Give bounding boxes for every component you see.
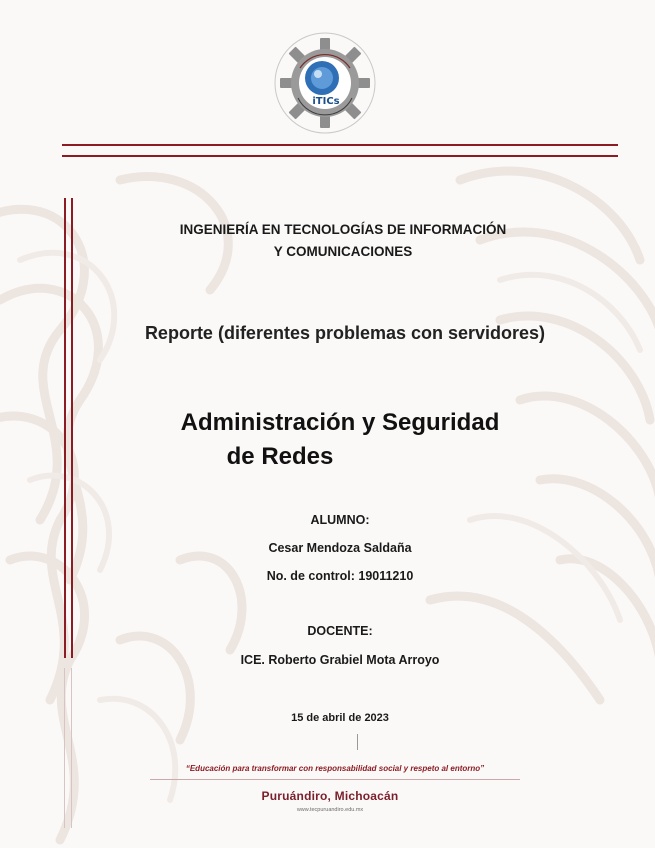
report-date: 15 de abril de 2023 <box>291 712 389 724</box>
left-rule-outer <box>64 198 66 658</box>
left-rule-inner <box>71 198 73 658</box>
teacher-name: ICE. Roberto Grabiel Mota Arroyo <box>240 653 440 667</box>
footer-divider <box>150 779 520 780</box>
header-rule-top <box>62 144 618 146</box>
left-rule-inner-faded <box>71 668 72 828</box>
subject-title-line1: Administración y Seguridad <box>180 409 500 436</box>
student-control-number: No. de control: 19011210 <box>266 569 414 583</box>
student-label: ALUMNO: <box>310 513 370 527</box>
institution-location: Puruándiro, Michoacán <box>261 789 399 803</box>
left-rule-outer-faded <box>64 668 65 828</box>
subject-title <box>130 406 550 474</box>
program-title-line1: INGENIERÍA EN TECNOLOGÍAS DE INFORMACIÓN <box>179 222 507 237</box>
program-title <box>130 219 556 263</box>
student-name: Cesar Mendoza Saldaña <box>268 541 412 555</box>
svg-text:iTICs: iTICs <box>312 96 340 107</box>
institution-url: www.tecpuruandiro.edu.mx <box>296 807 364 813</box>
itics-gear-logo-icon <box>270 28 380 138</box>
report-title: Reporte (diferentes problemas con servidores) <box>144 323 546 343</box>
institution-motto: “Educación para transformar con responsabilidad social y respeto al entorno” <box>185 764 485 773</box>
divider-tick <box>357 734 358 750</box>
program-title-line2: Y COMUNICACIONES <box>273 244 413 259</box>
subject-title-line2: de Redes <box>226 443 334 470</box>
teacher-label: DOCENTE: <box>307 624 373 638</box>
header-rule-bottom <box>62 155 618 157</box>
